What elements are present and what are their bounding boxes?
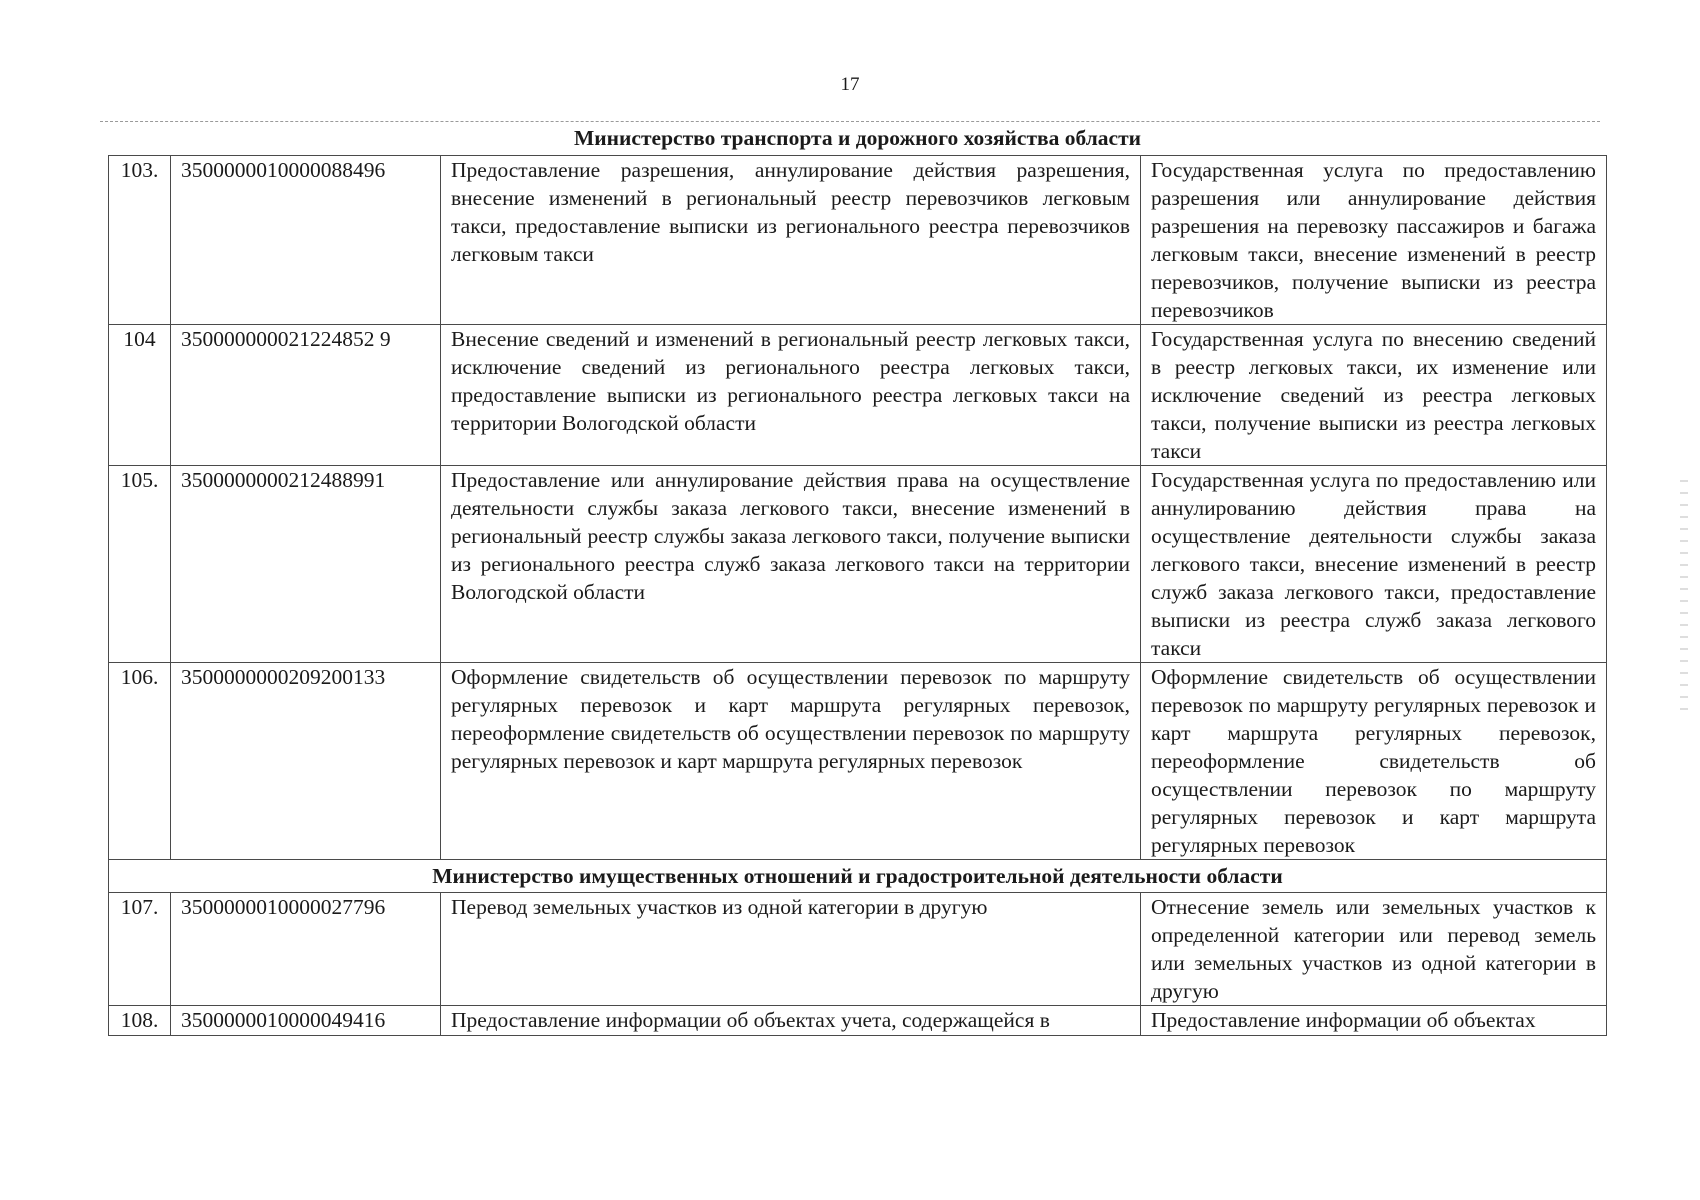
services-table: [108, 122, 1607, 1036]
service-code: 350000000021224852 9: [171, 324, 441, 465]
original-service-name: Государственная услуга по предоставлению разрешения или аннулирование действия разрешения на перевозку пассажиров и багажа легковым такси, внесение изменений в реестр перевозчиков, получение выписки из реестра перевозчиков: [1141, 155, 1607, 324]
page-number: 17: [840, 74, 860, 95]
scan-artifact: [1680, 470, 1688, 710]
table-row: [109, 324, 1607, 465]
section-title: Министерство транспорта и дорожного хозяйства области: [109, 122, 1607, 155]
service-code: 3500000000209200133: [171, 662, 441, 859]
row-number: 107.: [109, 892, 171, 1005]
original-service-name: Отнесение земель или земельных участков к определенной категории или перевод земель или земельных участков из одной категории в другую: [1141, 892, 1607, 1005]
service-code: 3500000010000027796: [171, 892, 441, 1005]
table-row: [109, 155, 1607, 324]
section-header: [109, 122, 1607, 155]
table-row: [109, 662, 1607, 859]
service-code: 3500000000212488991: [171, 465, 441, 662]
service-code: 3500000010000049416: [171, 1005, 441, 1035]
row-number: 106.: [109, 662, 171, 859]
section-header: [109, 859, 1607, 892]
row-number: 105.: [109, 465, 171, 662]
service-description: Перевод земельных участков из одной категории в другую: [441, 892, 1141, 1005]
row-number: 108.: [109, 1005, 171, 1035]
original-service-name: Оформление свидетельств об осуществлении перевозок по маршруту регулярных перевозок и карт маршрута регулярных перевозок, переоформление свидетельств об осуществлении перевозок по маршруту регулярных перевозок и карт маршрута регулярных перевозок: [1141, 662, 1607, 859]
original-service-name: Государственная услуга по внесению сведений в реестр легковых такси, их изменение или исключение сведений из реестра легковых такси, получение выписки из реестра легковых такси: [1141, 324, 1607, 465]
service-description: Предоставление разрешения, аннулирование действия разрешения, внесение изменений в региональный реестр перевозчиков легковым такси, предоставление выписки из регионального реестра перевозчиков легковым такси: [441, 155, 1141, 324]
table-row: [109, 1005, 1607, 1035]
original-service-name: Государственная услуга по предоставлению или аннулированию действия права на осуществление деятельности службы заказа легкового такси, внесение изменений в реестр служб заказа легкового такси, предоставление выписки из реестра служб заказа легкового такси: [1141, 465, 1607, 662]
service-description: Предоставление или аннулирование действия права на осуществление деятельности службы заказа легкового такси, внесение изменений в региональный реестр службы заказа легкового такси, получение выписки из регионального реестра служб заказа легкового такси на территории Вологодской области: [441, 465, 1141, 662]
section-title: Министерство имущественных отношений и градостроительной деятельности области: [109, 859, 1607, 892]
original-service-name: Предоставление информации об объектах: [1141, 1005, 1607, 1035]
service-description: Предоставление информации об объектах учета, содержащейся в: [441, 1005, 1141, 1035]
service-code: 3500000010000088496: [171, 155, 441, 324]
table-row: [109, 465, 1607, 662]
service-description: Оформление свидетельств об осуществлении перевозок по маршруту регулярных перевозок и карт маршрута регулярных перевозок, переоформление свидетельств об осуществлении перевозок по маршруту регулярных перевозок и карт маршрута регулярных перевозок: [441, 662, 1141, 859]
service-description: Внесение сведений и изменений в региональный реестр легковых такси, исключение сведений из регионального реестра легковых такси, предоставление выписки из регионального реестра легковых такси на территории Вологодской области: [441, 324, 1141, 465]
row-number: 104: [109, 324, 171, 465]
table-row: [109, 892, 1607, 1005]
row-number: 103.: [109, 155, 171, 324]
